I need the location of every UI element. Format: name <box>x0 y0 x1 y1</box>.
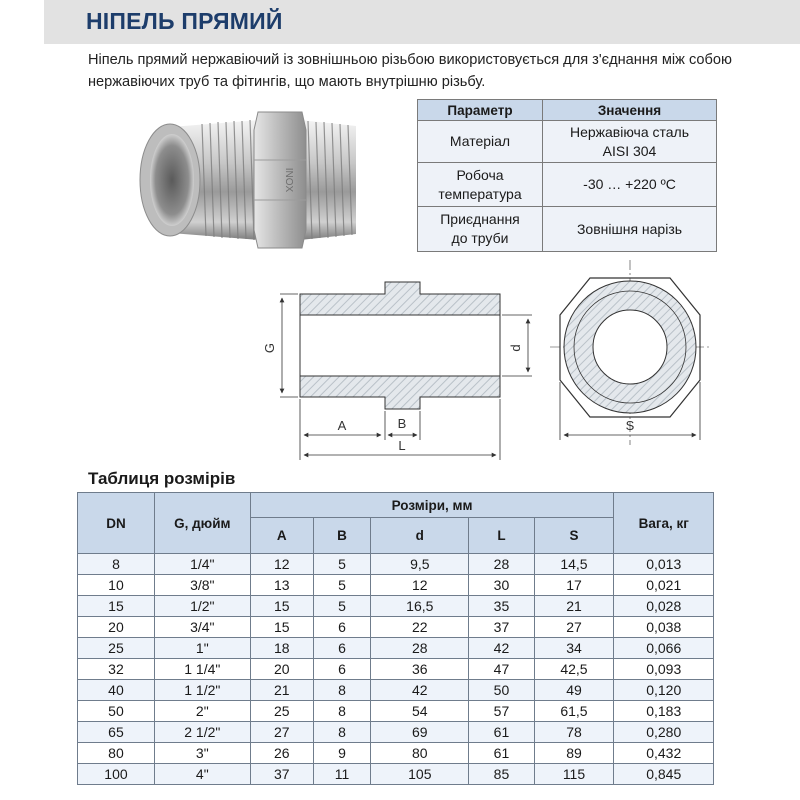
cell-s: 17 <box>534 575 614 596</box>
end-view <box>550 260 712 445</box>
intro-text: Ніпель прямий нержавіючий із зовнішньою різьбою використовується для з'єднання між собою нержавіючих труб та фітингів, що мають внутрішню різьбу. <box>88 52 732 90</box>
params-row <box>418 207 717 252</box>
cell-s: 49 <box>534 680 614 701</box>
params-row <box>418 121 717 163</box>
dim-label-l: L <box>398 438 406 453</box>
cell-s: 14,5 <box>534 554 614 575</box>
dim-label-g: G <box>262 342 277 354</box>
cell-g: 1 1/2" <box>154 680 250 701</box>
cell-l: 85 <box>469 764 534 785</box>
cell-d: 80 <box>371 743 469 764</box>
cell-weight: 0,021 <box>614 575 714 596</box>
cell-s: 115 <box>534 764 614 785</box>
col-header-s: S <box>534 518 614 554</box>
params-header-value: Значення <box>543 100 717 121</box>
cell-s: 61,5 <box>534 701 614 722</box>
value-cell <box>543 121 717 163</box>
cell-l: 28 <box>469 554 534 575</box>
cell-dn: 15 <box>78 596 155 617</box>
table-row <box>78 554 714 575</box>
cell-dn: 100 <box>78 764 155 785</box>
cell-a: 25 <box>250 701 313 722</box>
inox-marking: INOX <box>283 167 294 193</box>
params-header-parameter: Параметр <box>418 100 543 121</box>
cell-l: 50 <box>469 680 534 701</box>
page-title: НІПЕЛЬ ПРЯМИЙ <box>86 8 283 34</box>
cell-d: 42 <box>371 680 469 701</box>
col-header-dn: DN <box>78 493 155 554</box>
table-row <box>78 596 714 617</box>
table-row <box>78 617 714 638</box>
cell-b: 9 <box>313 743 370 764</box>
cell-b: 6 <box>313 638 370 659</box>
cell-a: 27 <box>250 722 313 743</box>
size-table-title: Таблиця розмірів <box>88 469 236 488</box>
side-section-view <box>262 282 532 460</box>
cell-weight: 0,093 <box>614 659 714 680</box>
cell-d: 16,5 <box>371 596 469 617</box>
table-row <box>78 680 714 701</box>
col-group-header-dimensions: Розміри, мм <box>250 493 614 518</box>
cell-dn: 20 <box>78 617 155 638</box>
cell-dn: 32 <box>78 659 155 680</box>
cell-a: 26 <box>250 743 313 764</box>
cell-dn: 40 <box>78 680 155 701</box>
value-line: Нержавіюча сталь <box>569 123 690 140</box>
cell-b: 5 <box>313 575 370 596</box>
cell-dn: 65 <box>78 722 155 743</box>
parameters-table <box>417 99 717 252</box>
cell-g: 2" <box>154 701 250 722</box>
cell-weight: 0,120 <box>614 680 714 701</box>
table-row <box>78 743 714 764</box>
cell-b: 8 <box>313 701 370 722</box>
param-cell: Матеріал <box>418 121 543 163</box>
cell-d: 105 <box>371 764 469 785</box>
cell-g: 4" <box>154 764 250 785</box>
col-header-l: L <box>469 518 534 554</box>
value-cell: Зовнішня нарізь <box>543 207 717 252</box>
cell-d: 9,5 <box>371 554 469 575</box>
col-header-g: G, дюйм <box>154 493 250 554</box>
technical-drawing <box>260 260 720 470</box>
cell-weight: 0,028 <box>614 596 714 617</box>
col-header-weight: Вага, кг <box>614 493 714 554</box>
cell-dn: 80 <box>78 743 155 764</box>
cell-l: 61 <box>469 722 534 743</box>
cell-s: 78 <box>534 722 614 743</box>
col-header-d: d <box>371 518 469 554</box>
cell-l: 35 <box>469 596 534 617</box>
cell-a: 12 <box>250 554 313 575</box>
cell-weight: 0,280 <box>614 722 714 743</box>
table-row <box>78 638 714 659</box>
cell-l: 47 <box>469 659 534 680</box>
cell-g: 1" <box>154 638 250 659</box>
cell-s: 42,5 <box>534 659 614 680</box>
cell-a: 13 <box>250 575 313 596</box>
cell-l: 61 <box>469 743 534 764</box>
cell-s: 21 <box>534 596 614 617</box>
cell-a: 15 <box>250 617 313 638</box>
cell-weight: 0,183 <box>614 701 714 722</box>
param-line: Робоча <box>456 166 504 183</box>
param-line: температура <box>438 185 522 202</box>
title-banner <box>44 0 800 44</box>
cell-g: 3/8" <box>154 575 250 596</box>
cell-s: 34 <box>534 638 614 659</box>
col-header-a: A <box>250 518 313 554</box>
cell-b: 5 <box>313 596 370 617</box>
cell-g: 1/2" <box>154 596 250 617</box>
cell-b: 5 <box>313 554 370 575</box>
cell-weight: 0,013 <box>614 554 714 575</box>
cell-weight: 0,038 <box>614 617 714 638</box>
cell-d: 54 <box>371 701 469 722</box>
cell-dn: 8 <box>78 554 155 575</box>
cell-dn: 50 <box>78 701 155 722</box>
cell-a: 21 <box>250 680 313 701</box>
cell-g: 3" <box>154 743 250 764</box>
cell-s: 89 <box>534 743 614 764</box>
value-cell: -30 … +220 ºС <box>543 163 717 207</box>
cell-l: 30 <box>469 575 534 596</box>
cell-b: 6 <box>313 659 370 680</box>
cell-b: 6 <box>313 617 370 638</box>
cell-b: 8 <box>313 722 370 743</box>
value-line: AISI 304 <box>602 142 657 159</box>
param-cell <box>418 163 543 207</box>
col-header-b: B <box>313 518 370 554</box>
cell-a: 37 <box>250 764 313 785</box>
cell-d: 12 <box>371 575 469 596</box>
dim-label-s: S <box>625 418 635 433</box>
cell-a: 15 <box>250 596 313 617</box>
cell-l: 42 <box>469 638 534 659</box>
cell-dn: 25 <box>78 638 155 659</box>
param-cell <box>418 207 543 252</box>
dim-label-b: B <box>397 416 407 431</box>
cell-s: 27 <box>534 617 614 638</box>
cell-d: 22 <box>371 617 469 638</box>
cell-d: 36 <box>371 659 469 680</box>
cell-g: 3/4" <box>154 617 250 638</box>
cell-a: 18 <box>250 638 313 659</box>
nipple-photo <box>130 100 390 260</box>
cell-dn: 10 <box>78 575 155 596</box>
cell-l: 37 <box>469 617 534 638</box>
cell-b: 8 <box>313 680 370 701</box>
cell-l: 57 <box>469 701 534 722</box>
param-line: Приєднання <box>440 211 520 227</box>
table-row <box>78 575 714 596</box>
size-table <box>77 492 714 785</box>
cell-g: 2 1/2" <box>154 722 250 743</box>
table-row <box>78 722 714 743</box>
cell-g: 1/4" <box>154 554 250 575</box>
cell-g: 1 1/4" <box>154 659 250 680</box>
table-row <box>78 659 714 680</box>
cell-a: 20 <box>250 659 313 680</box>
table-row <box>78 701 714 722</box>
dim-label-d: d <box>508 344 523 352</box>
cell-d: 69 <box>371 722 469 743</box>
cell-weight: 0,432 <box>614 743 714 764</box>
cell-weight: 0,845 <box>614 764 714 785</box>
param-line: до труби <box>451 230 509 246</box>
dim-label-a: A <box>337 418 347 433</box>
params-row <box>418 163 717 207</box>
table-row <box>78 764 714 785</box>
cell-d: 28 <box>371 638 469 659</box>
cell-b: 11 <box>313 764 370 785</box>
cell-weight: 0,066 <box>614 638 714 659</box>
